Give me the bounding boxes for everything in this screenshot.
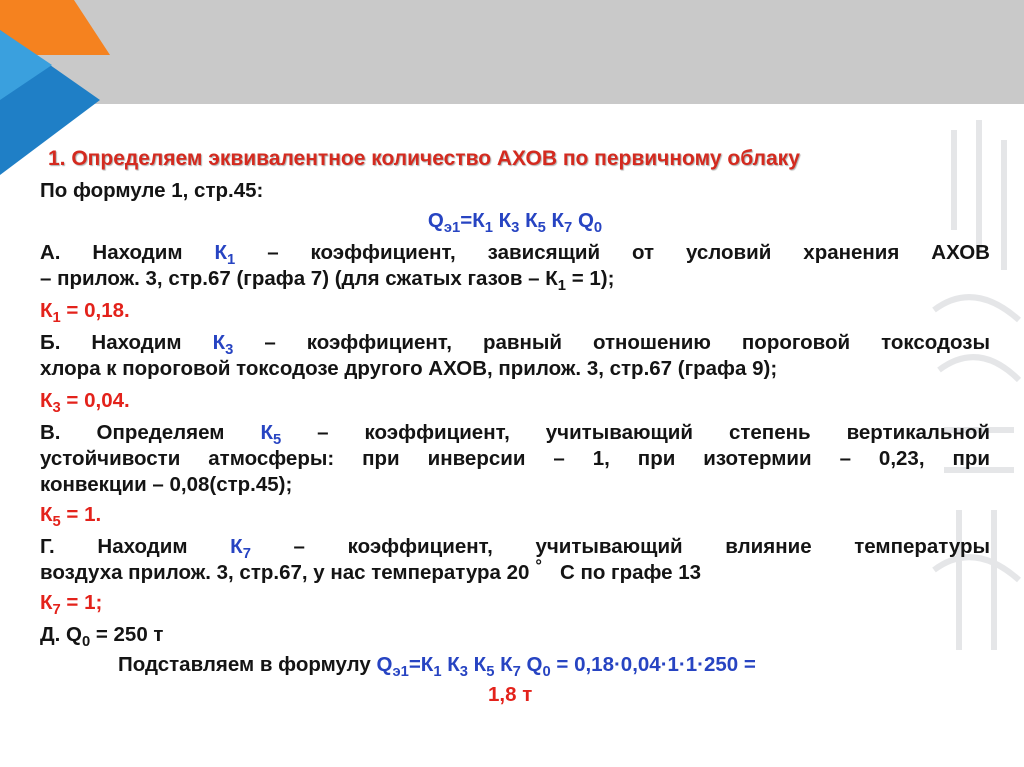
- step-b-line1: Б. Находим $К_3$ – коэффициент, равный отношению пороговой токсодозы: [40, 331, 991, 359]
- step-c-line3: конвекции – 0,08(стр.45);: [40, 473, 293, 496]
- step-b-result: $К_3 = 0,04$.: [40, 389, 130, 417]
- main-formula: $Q_{э1}=К_1$ $К_3$ $К_5$ $К_7$ $Q_0$: [427, 209, 603, 237]
- slide-heading: 1. Определяем эквивалентное количество АХОВ по первичному облаку: [48, 147, 800, 170]
- step-c-line1: В. Определяем $К_5$ – коэффициент, учитывающий степень вертикальной: [40, 421, 990, 449]
- step-a-line1: А. Находим $К_1$ – коэффициент, зависящий от условий хранения АХОВ: [40, 241, 990, 269]
- step-e-line: Д. $Q_0 = 250$ т: [40, 623, 164, 651]
- final-substitution: Подставляем в формулу $Q_{э1}=К_1$ $К_3$ $К_5$ $К_7$ $Q_0 = 0,18\cdot 0,04\cdot 1\cdot 1\cdot 250$ =: [118, 653, 756, 681]
- step-d-result: $К_7 = 1$;: [40, 591, 103, 619]
- step-d-line1: Г. Находим $К_7$ – коэффициент, учитывающий влияние температуры: [40, 535, 990, 563]
- step-c-line2: устойчивости атмосферы: при инверсии – 1, при изотермии – 0,23, при: [40, 447, 990, 470]
- step-d-line2: воздуха прилож. 3, стр.67, у нас температура 20 ° С по графе 13: [40, 557, 702, 584]
- step-a-line2: – прилож. 3, стр.67 (графа 7) (для сжатых газов – $К_1 = 1$);: [40, 267, 615, 295]
- step-c-result: $К_5 = 1$.: [40, 503, 102, 531]
- header-band: [0, 0, 1024, 104]
- final-result: 1,8 т: [488, 683, 533, 706]
- step-a-result: $К_1 = 0,18$.: [40, 299, 130, 327]
- intro-text: По формуле 1, стр.45:: [40, 179, 264, 202]
- step-b-line2: хлора к пороговой токсодозе другого АХОВ, прилож. 3, стр.67 (графа 9);: [40, 357, 778, 380]
